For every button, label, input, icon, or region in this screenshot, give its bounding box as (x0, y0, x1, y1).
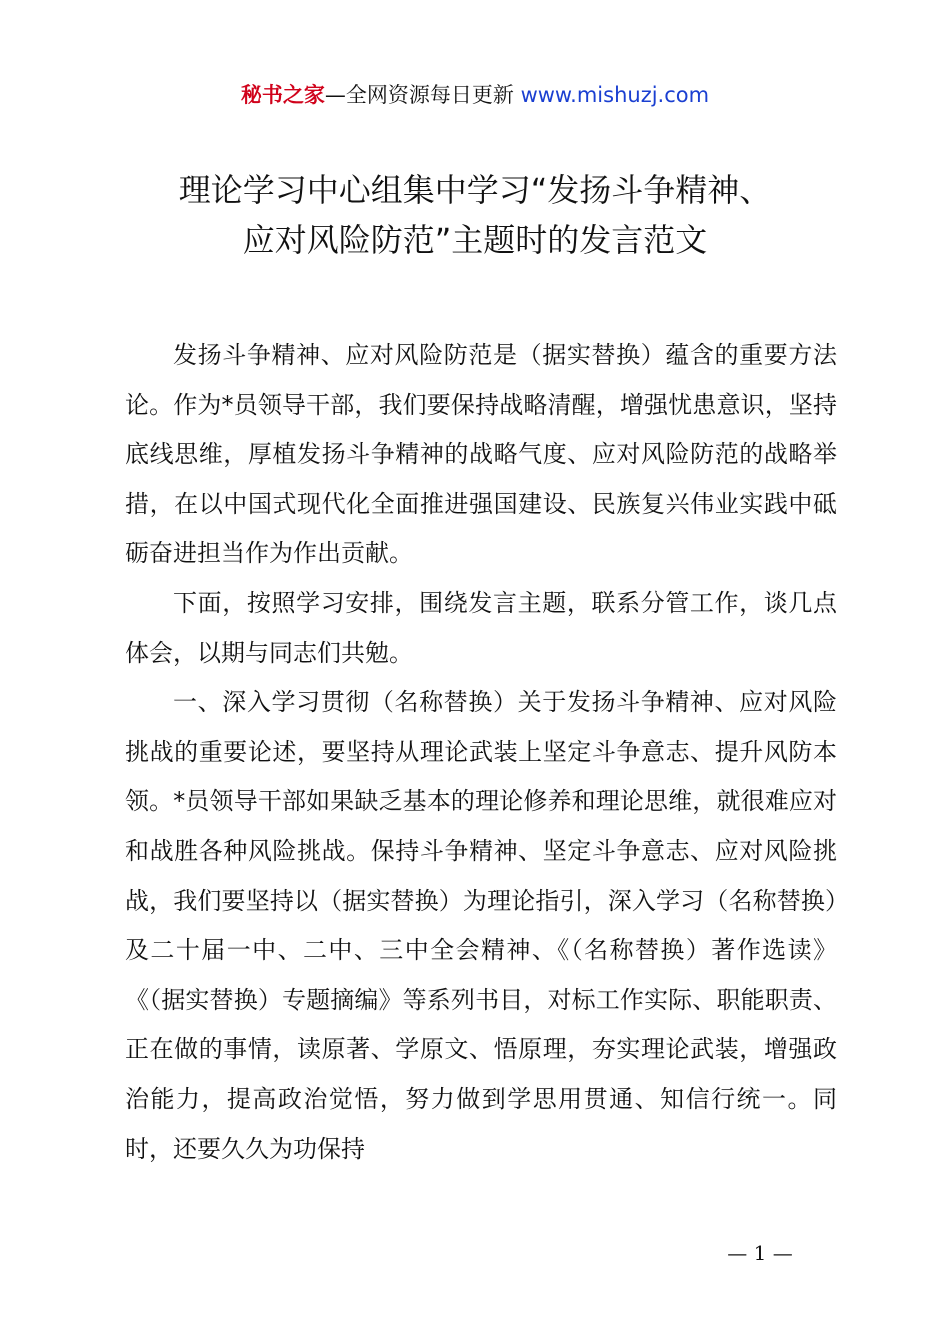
document-body (125, 331, 837, 1174)
page-number: — 1 — (727, 1241, 793, 1265)
paragraph-3: 一、深入学习贯彻（名称替换）关于发扬斗争精神、应对风险挑战的重要论述，要坚持从理论武装上坚定斗争意志、提升风防本领。*员领导干部如果缺乏基本的理论修养和理论思维，就很难应对和战胜各种风险挑战。保持斗争精神、坚定斗争意志、应对风险挑战，我们要坚持以（据实替换）为理论指引，深入学习（名称替换）及二十届一中、二中、三中全会精神、《（名称替换）著作选读》《（据实替换）专题摘编》等系列书目，对标工作实际、职能职责、正在做的事情，读原著、学原文、悟原理，夯实理论武装，增强政治能力，提高政治觉悟，努力做到学思用贯通、知信行统一。同时，还要久久为功保持 (125, 688, 837, 1163)
brand-name: 秘书之家 (240, 83, 325, 107)
title-line-2: 应对风险防范”主题时的发言范文 (242, 221, 708, 259)
paragraph-1: 发扬斗争精神、应对风险防范是（据实替换）蕴含的重要方法论。作为*员领导干部，我们要保持战略清醒，增强忧患意识，坚持底线思维，厚植发扬斗争精神的战略气度、应对风险防范的战略举措，在以中国式现代化全面推进强国建设、民族复兴伟业实践中砥砺奋进担当作为作出贡献。 (125, 341, 837, 568)
document-title (60, 165, 890, 265)
banner-slogan: —全网资源每日更新 (324, 83, 521, 107)
paragraph-2: 下面，按照学习安排，围绕发言主题，联系分管工作，谈几点体会，以期与同志们共勉。 (125, 588, 837, 667)
site-banner (0, 80, 950, 110)
site-url-link[interactable]: www.mishuzj.com (520, 83, 710, 107)
title-line-1: 理论学习中心组集中学习“发扬斗争精神、 (178, 171, 772, 209)
